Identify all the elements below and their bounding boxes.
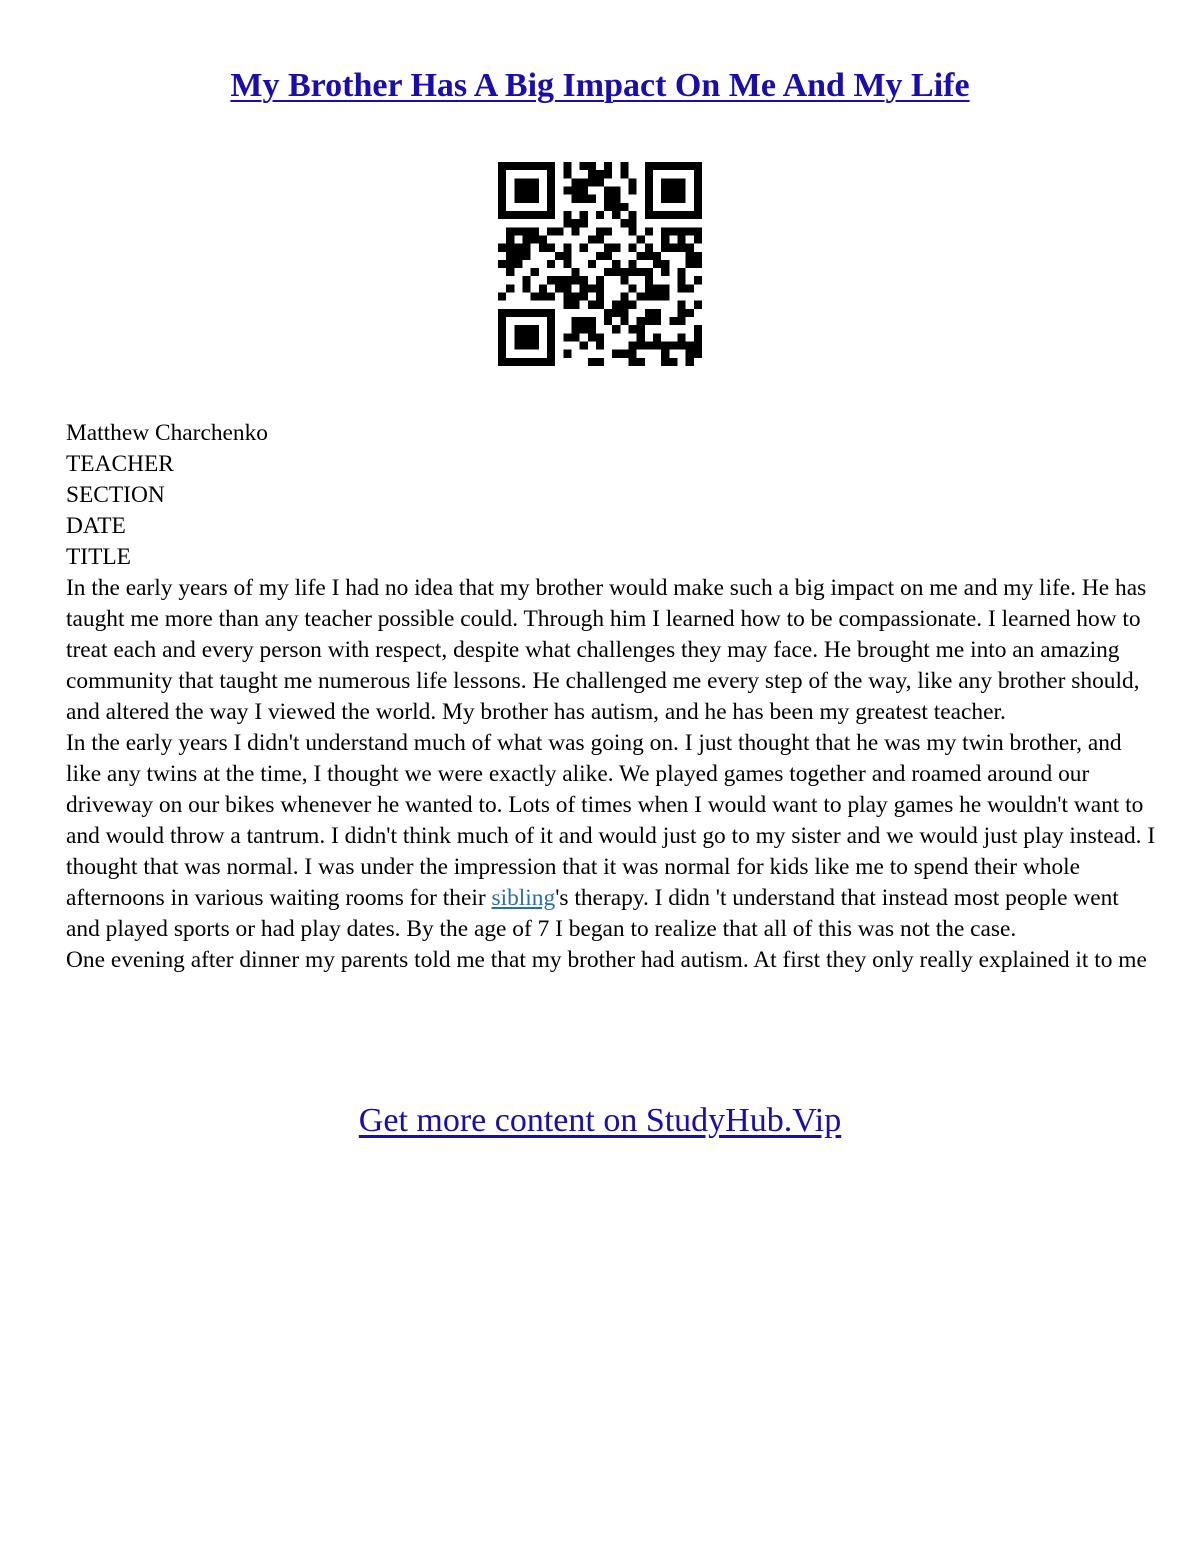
essay-body — [66, 418, 1156, 976]
studyhub-link[interactable]: Get more content on StudyHub.Vip — [358, 1102, 842, 1139]
title-link[interactable]: My Brother Has A Big Impact On Me And My Life — [230, 67, 970, 104]
qr-code-icon — [498, 162, 702, 366]
footer — [0, 1098, 1200, 1144]
paragraph-2-text-before: In the early years I didn't understand much of what was going on. I just thought that he was my twin brother, and like any twins at the time, I thought we were exactly alike. We played games together and roamed around our driveway on our bikes whenever he wanted to. Lots of times when I would want to play games he wouldn't want to and would throw a tantrum. I didn't think much of it and would just go to my sister and we would just play instead. I thought that was normal. I was under the impression that it was normal for kids like me to spend their whole afternoons in various waiting rooms for their — [66, 730, 1156, 911]
sibling-link[interactable]: sibling — [491, 885, 556, 911]
paragraph-3: One evening after dinner my parents told me that my brother had autism. At first they only really explained it to me — [66, 947, 1147, 973]
date-line: DATE — [66, 513, 126, 539]
document-title — [0, 62, 1200, 110]
paragraph-2 — [66, 728, 1156, 945]
author-name: Matthew Charchenko — [66, 420, 269, 446]
paragraph-1: In the early years of my life I had no idea that my brother would make such a big impact on me and my life. He has taught me more than any teacher possible could. Through him I learned how to be compassionate. I learned how to treat each and every person with respect, despite what challenges they may face. He brought me into an amazing community that taught me numerous life lessons. He challenged me every step of the way, like any brother should, and altered the way I viewed the world. My brother has autism, and he has been my greatest teacher. — [66, 575, 1147, 725]
title-line: TITLE — [66, 544, 131, 570]
teacher-line: TEACHER — [66, 451, 174, 477]
paragraph-2-text-after: 's therapy. I didn 't understand that instead most people went and played sports or had play dates. By the age of 7 I began to realize that all of this was not the case. — [66, 885, 1119, 942]
section-line: SECTION — [66, 482, 165, 508]
